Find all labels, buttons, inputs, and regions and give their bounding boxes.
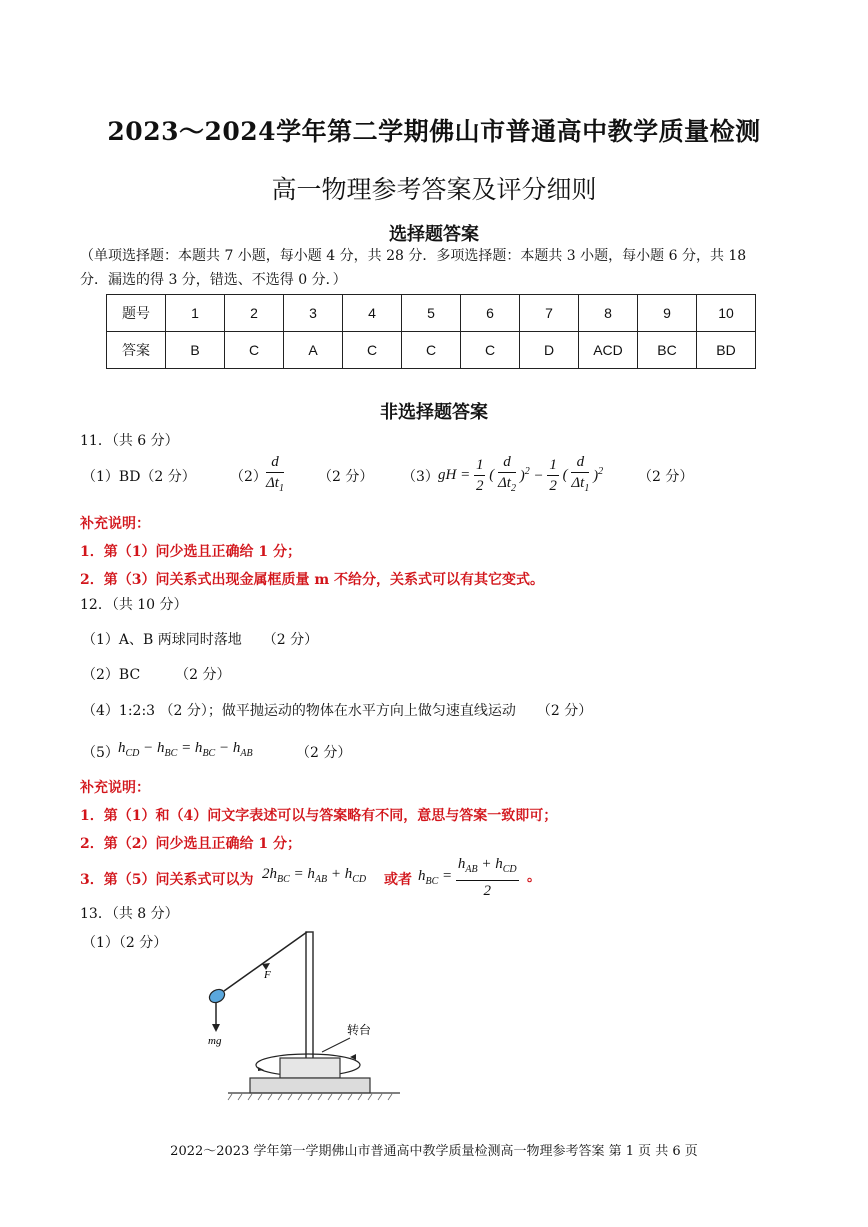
table-cell: 6 bbox=[461, 295, 520, 332]
page-title: 2023～2024学年第二学期佛山市普通高中教学质量检测 bbox=[107, 117, 761, 146]
table-cell: C bbox=[343, 332, 402, 369]
q11-part2-label: （2） bbox=[230, 469, 267, 485]
table-cell: 2 bbox=[225, 295, 284, 332]
table-cell: 4 bbox=[343, 295, 402, 332]
nonchoice-heading: 非选择题答案 bbox=[380, 402, 488, 423]
q12-supplement-3-formula-b: $h_{BC}$ = $\frac{h_{AB} + h_{CD}}{2}$ bbox=[418, 856, 517, 899]
q12-part2: （2）BC （2 分） bbox=[82, 667, 231, 683]
q12-supplement-title: 补充说明： bbox=[80, 780, 150, 796]
q12-part5-score: （2 分） bbox=[296, 745, 352, 761]
q12-supplement-3-or: 或者 bbox=[384, 872, 412, 888]
table-cell: B bbox=[166, 332, 225, 369]
table-cell: ACD bbox=[579, 332, 638, 369]
weight-arrowhead bbox=[212, 1024, 220, 1032]
turntable-figure bbox=[190, 920, 420, 1110]
q12-part4: （4）1:2:3 （2 分）；做平抛运动的物体在水平方向上做匀速直线运动 （2 分） bbox=[82, 703, 593, 719]
q11-supplement-title: 补充说明： bbox=[80, 516, 150, 532]
fraction-numerator: d bbox=[266, 452, 284, 473]
table-cell: 1 bbox=[166, 295, 225, 332]
table-cell: D bbox=[520, 332, 579, 369]
q13-title: 13．（共 8 分） bbox=[80, 906, 179, 922]
turntable-base bbox=[250, 1078, 370, 1093]
page-subtitle: 高一物理参考答案及评分细则 bbox=[271, 175, 597, 204]
q11-part3-formula: gH = $\frac{1}{2}$ ( $\frac{d}{\Delta t_2}$ )$^2$ − $\frac{1}{2}$ ( $\frac{d}{\Delta t_1}$ )$^2$ bbox=[438, 454, 604, 494]
weight-label: mg bbox=[208, 1035, 222, 1047]
q12-supplement-3-period: 。 bbox=[527, 869, 541, 885]
q12-part5-label: （5） bbox=[82, 745, 119, 761]
table-cell: 3 bbox=[284, 295, 343, 332]
turntable-label: 转台 bbox=[347, 1023, 372, 1037]
table-cell: C bbox=[402, 332, 461, 369]
q12-title: 12．（共 10 分） bbox=[80, 597, 188, 613]
fraction-denominator: Δt bbox=[266, 475, 279, 491]
q11-part1: （1）BD（2 分） bbox=[82, 469, 196, 485]
table-cell: BC bbox=[638, 332, 697, 369]
q12-supplement-3-formula-a: $2h_{BC} = h_{AB} + h_{CD}$ bbox=[262, 866, 367, 885]
table-cell: C bbox=[225, 332, 284, 369]
force-label: F bbox=[264, 969, 271, 981]
ground-hatching bbox=[228, 1094, 392, 1100]
table-cell: BD bbox=[697, 332, 756, 369]
page-footer: 2022～2023 学年第一学期佛山市普通高中教学质量检测高一物理参考答案 第 1 页 共 6 页 bbox=[170, 1144, 698, 1159]
q11-supplement-2: 2．第（3）问关系式出现金属框质量 m 不给分，关系式可以有其它变式。 bbox=[80, 572, 545, 588]
q11-part3-label: （3） bbox=[402, 469, 439, 485]
q13-part1: （1）（2 分） bbox=[82, 935, 168, 951]
table-cell: 9 bbox=[638, 295, 697, 332]
q12-supplement-3-prefix: 3．第（5）问关系式可以为 bbox=[80, 872, 254, 888]
table-cell: C bbox=[461, 332, 520, 369]
table-header-cell: 答案 bbox=[107, 332, 166, 369]
q11-title: 11．（共 6 分） bbox=[80, 433, 179, 449]
table-cell: 5 bbox=[402, 295, 461, 332]
table-row-answers bbox=[107, 332, 756, 369]
subscript: 1 bbox=[278, 483, 284, 494]
table-cell: 7 bbox=[520, 295, 579, 332]
q12-supplement-2: 2．第（2）问少选且正确给 1 分； bbox=[80, 836, 301, 852]
choice-note-line1: （单项选择题：本题共 7 小题，每小题 4 分，共 28 分．多项选择题：本题共 3 小题，每小题 6 分，共 18 bbox=[80, 248, 747, 264]
q12-supplement-1: 1．第（1）和（4）问文字表述可以与答案略有不同，意思与答案一致即可； bbox=[80, 808, 558, 824]
q11-part2-formula bbox=[266, 452, 284, 499]
answer-table bbox=[106, 294, 756, 369]
choice-heading: 选择题答案 bbox=[389, 224, 479, 245]
table-cell: 10 bbox=[697, 295, 756, 332]
table-cell: A bbox=[284, 332, 343, 369]
pole bbox=[306, 932, 313, 1060]
q12-part5-formula: $h_{CD} - h_{BC} = h_{BC} - h_{AB}$ bbox=[118, 740, 253, 759]
q12-part1: （1）A、B 两球同时落地 （2 分） bbox=[82, 632, 319, 648]
q11-supplement-1: 1．第（1）问少选且正确给 1 分； bbox=[80, 544, 301, 560]
table-cell: 8 bbox=[579, 295, 638, 332]
table-header-cell: 题号 bbox=[107, 295, 166, 332]
table-row-numbers bbox=[107, 295, 756, 332]
choice-note-line2: 分．漏选的得 3 分，错选、不选得 0 分．） bbox=[80, 272, 347, 288]
q11-part3-score: （2 分） bbox=[638, 469, 694, 485]
turntable-leader-line bbox=[322, 1038, 350, 1052]
ball bbox=[207, 987, 227, 1005]
turntable-top bbox=[280, 1058, 340, 1078]
q11-part2-score: （2 分） bbox=[318, 469, 374, 485]
force-line bbox=[224, 932, 307, 991]
